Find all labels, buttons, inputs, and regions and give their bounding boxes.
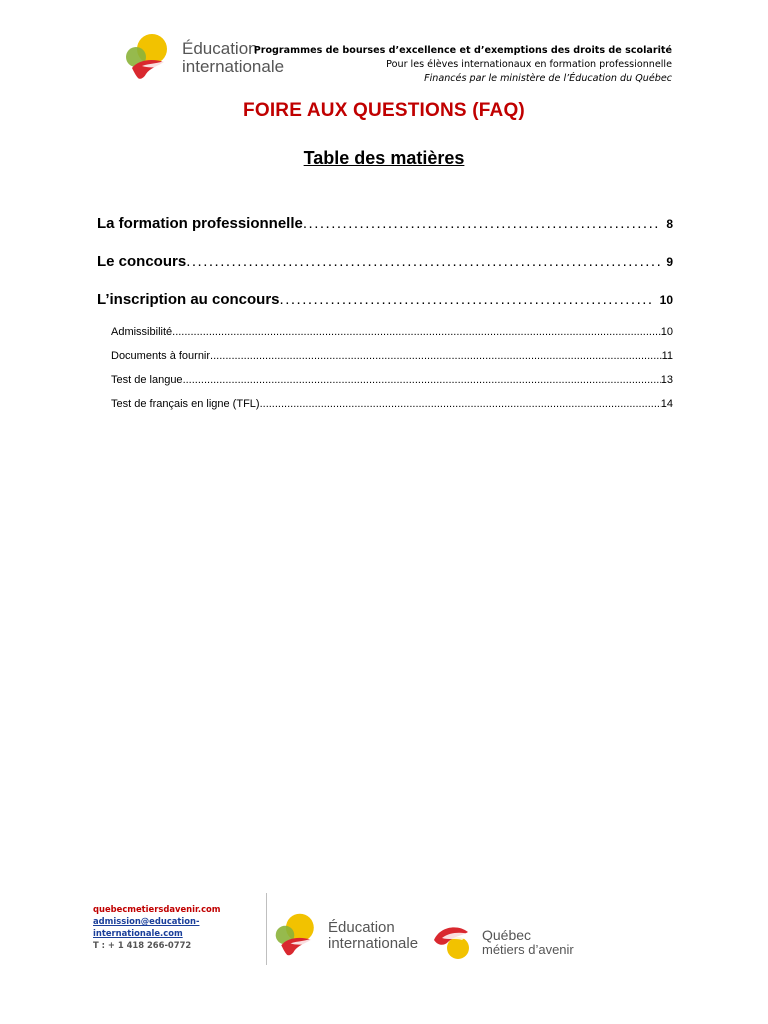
footer-email-link[interactable]: [93, 915, 221, 939]
toc-sub-entries: [97, 324, 673, 420]
quebec-metiers-logo-icon: [432, 920, 476, 964]
toc-title: Table des matières: [303, 148, 465, 168]
footer-logo2-line1: Québec: [482, 926, 532, 943]
toc-entry-concours[interactable]: [97, 250, 673, 288]
toc-entry-label: L’inscription au concours: [97, 291, 280, 308]
footer-email-line1: admission@education-: [93, 916, 200, 926]
footer-logo1-line1: Éducation: [328, 919, 395, 937]
toc-leader-dots: [183, 372, 661, 388]
toc-leader-dots: [260, 396, 661, 412]
toc-entry-page: 9: [666, 255, 673, 269]
toc-subentry-tfl[interactable]: [97, 396, 673, 420]
toc-leader-dots: [280, 288, 654, 312]
header-line1: Programmes de bourses d’excellence et d’exemptions des droits de scolarité: [253, 45, 672, 56]
toc-subentry-page: 10: [660, 326, 673, 338]
logo-line2: internationale: [182, 57, 285, 76]
toc-entry-formation[interactable]: [97, 212, 673, 250]
footer-logo2-line2: métiers d’avenir: [482, 941, 574, 957]
toc-subentry-label: Test de français en ligne (TFL): [111, 398, 260, 410]
header-line3: Financés par le ministère de l’Éducation du Québec: [424, 73, 672, 84]
toc-subentry-page: 14: [660, 398, 673, 410]
toc-entry-label: La formation professionnelle: [97, 215, 303, 232]
footer-divider: [266, 893, 267, 965]
toc-subentry-label: Documents à fournir: [111, 350, 211, 362]
header-line2: Pour les élèves internationaux en formation professionnelle: [386, 59, 672, 70]
footer-phone: T : + 1 418 266-0772: [93, 940, 192, 950]
toc-leader-dots: [303, 212, 660, 236]
education-internationale-logo-icon: [272, 910, 324, 962]
toc-subentry-documents[interactable]: [97, 348, 673, 372]
toc-subentry-test-langue[interactable]: [97, 372, 673, 396]
toc-subentry-page: 13: [660, 374, 673, 386]
footer-logo-quebec: [432, 920, 574, 964]
toc-entry-inscription[interactable]: [97, 288, 673, 326]
education-internationale-logo-icon: [122, 30, 178, 86]
toc-subentry-label: Admissibilité: [111, 326, 173, 338]
footer-website-link[interactable]: quebecmetiersdavenir.com: [93, 904, 221, 914]
faq-title: FOIRE AUX QUESTIONS (FAQ): [243, 100, 525, 121]
footer-logo1-line2: internationale: [328, 935, 419, 952]
header-program-info: [252, 44, 672, 86]
footer-contact: [93, 903, 221, 951]
table-of-contents: [97, 212, 673, 420]
toc-entry-page: 10: [659, 293, 673, 307]
toc-subentry-admissibilite[interactable]: [97, 324, 673, 348]
toc-leader-dots: [186, 250, 660, 274]
toc-subentry-page: 11: [661, 350, 673, 362]
footer-logo-education: [272, 910, 418, 962]
logo-line1: Éducation: [182, 39, 258, 59]
toc-subentry-label: Test de langue: [111, 374, 183, 386]
toc-entry-label: Le concours: [97, 253, 187, 270]
toc-leader-dots: [172, 324, 661, 340]
footer-email-line2: internationale.com: [93, 928, 183, 938]
toc-entry-page: 8: [666, 217, 673, 231]
toc-leader-dots: [210, 348, 662, 364]
